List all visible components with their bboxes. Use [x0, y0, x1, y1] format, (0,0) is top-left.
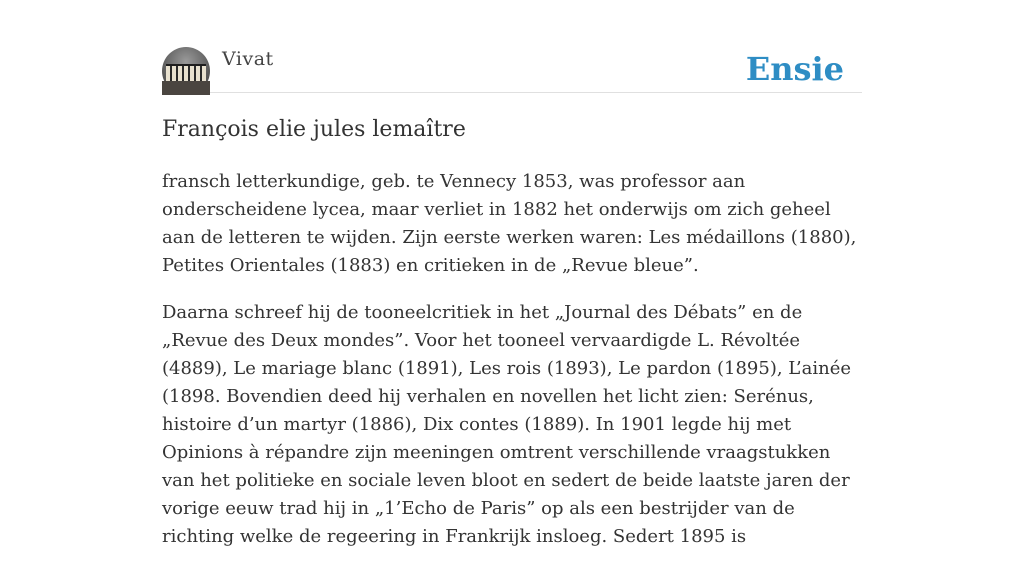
page-title: François elie jules lemaître — [162, 117, 466, 142]
user-avatar[interactable] — [162, 47, 210, 95]
article-body — [162, 168, 864, 570]
paragraph-2: Daarna schreef hij de tooneelcritiek in het „Journal des Débats” en de „Revue des Deux mondes”. Voor het tooneel vervaardigde L. Révoltée (4889), Le mariage blanc (1891), Les rois (1893), Le pardon (1895), L’ainée (1898. Bovendien deed hij verhalen en novellen het licht zien: Serénus, histoire d’un martyr (1886), Dix contes (1889). In 1901 legde hij met Opinions à répandre zijn meeningen omtrent verschillende vraagstukken van het politieke en sociale leven bloot en sedert de beide laatste jaren der vorige eeuw trad hij in „1’Echo de Paris” op als een bestrijder van de richting welke de regeering in Frankrijk insloeg. Sedert 1895 is — [162, 302, 852, 547]
paragraph-1: fransch letterkundige, geb. te Vennecy 1853, was professor aan onderscheidene lycea, maar verliet in 1882 het onderwijs om zich geheel aan de letteren te wijden. Zijn eerste werken waren: Les médaillons (1880), Petites Orientales (1883) en critieken in de „Revue bleue”. — [162, 171, 857, 276]
site-header — [162, 46, 862, 93]
brand-logo-link[interactable]: Ensie — [745, 50, 844, 88]
username-link[interactable]: Vivat — [222, 48, 274, 70]
